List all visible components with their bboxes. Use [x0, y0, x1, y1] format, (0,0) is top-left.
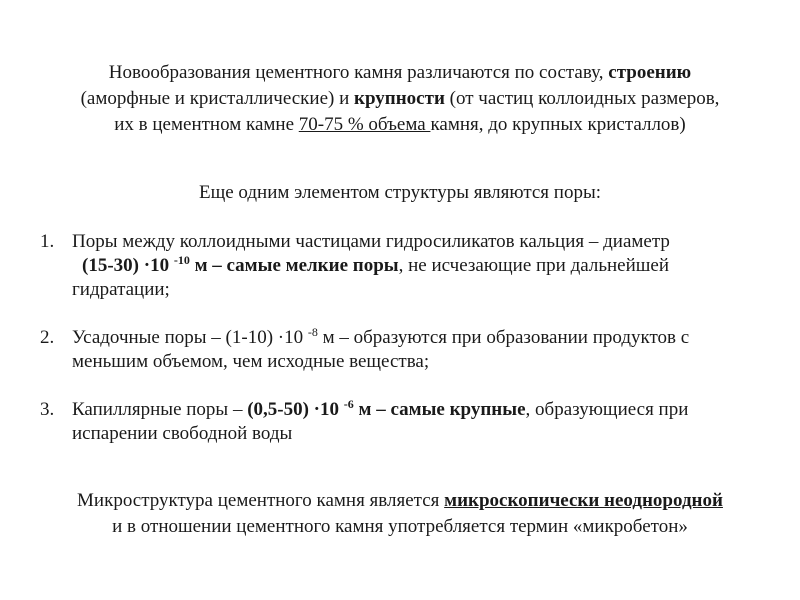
intro-emphasis-size: крупности: [354, 88, 445, 109]
pores-list: [30, 230, 775, 470]
list-number: 3.: [40, 399, 55, 420]
list-item: [30, 398, 775, 446]
list-text: Усадочные поры – (1-10) ·10: [72, 327, 308, 348]
list-emphasis: (0,5-50) ·10: [247, 399, 344, 420]
list-number: 1.: [40, 231, 55, 252]
list-text: , не исчезающие при дальнейшей: [398, 255, 670, 276]
list-text: Капиллярные поры –: [72, 399, 248, 420]
conclusion-paragraph: [0, 488, 800, 540]
intro-text: камня, до крупных кристаллов): [430, 114, 686, 135]
list-number: 2.: [40, 327, 55, 348]
list-emphasis: м – самые мелкие поры: [189, 255, 399, 276]
list-exponent: -10: [173, 253, 190, 267]
list-emphasis: (15-30) ·10: [82, 255, 174, 276]
list-text: м – образуются при образовании продуктов с: [317, 327, 690, 348]
intro-text: их в цементном камне: [114, 114, 299, 135]
list-text: гидратации;: [72, 279, 170, 300]
list-text: , образующиеся при: [525, 399, 689, 420]
list-emphasis: м – самые крупные: [353, 399, 526, 420]
intro-text: (от частиц коллоидных размеров,: [444, 88, 720, 109]
list-text: меньшим объемом, чем исходные вещества;: [72, 351, 430, 372]
intro-paragraph: [20, 60, 780, 138]
list-exponent: -8: [307, 325, 318, 339]
intro-underlined-volume: 70-75 % объема: [298, 114, 431, 135]
list-text: Поры между коллоидными частицами гидросиликатов кальция – диаметр: [72, 231, 670, 252]
list-item: [30, 230, 775, 302]
conclusion-text: Микроструктура цементного камня является: [77, 490, 445, 511]
pores-subheading: Еще одним элементом структуры являются поры:: [198, 182, 602, 203]
list-item: [30, 326, 775, 374]
conclusion-text: и в отношении цементного камня употребляется термин «микробетон»: [112, 516, 688, 537]
intro-emphasis-structure: строению: [608, 62, 692, 83]
list-exponent: -6: [343, 397, 354, 411]
conclusion-emphasis: микроскопически неоднородной: [444, 490, 723, 511]
intro-text: Новообразования цементного камня различаются по составу,: [108, 62, 609, 83]
intro-text: (аморфные и кристаллические) и: [80, 88, 355, 109]
list-text: испарении свободной воды: [72, 423, 293, 444]
